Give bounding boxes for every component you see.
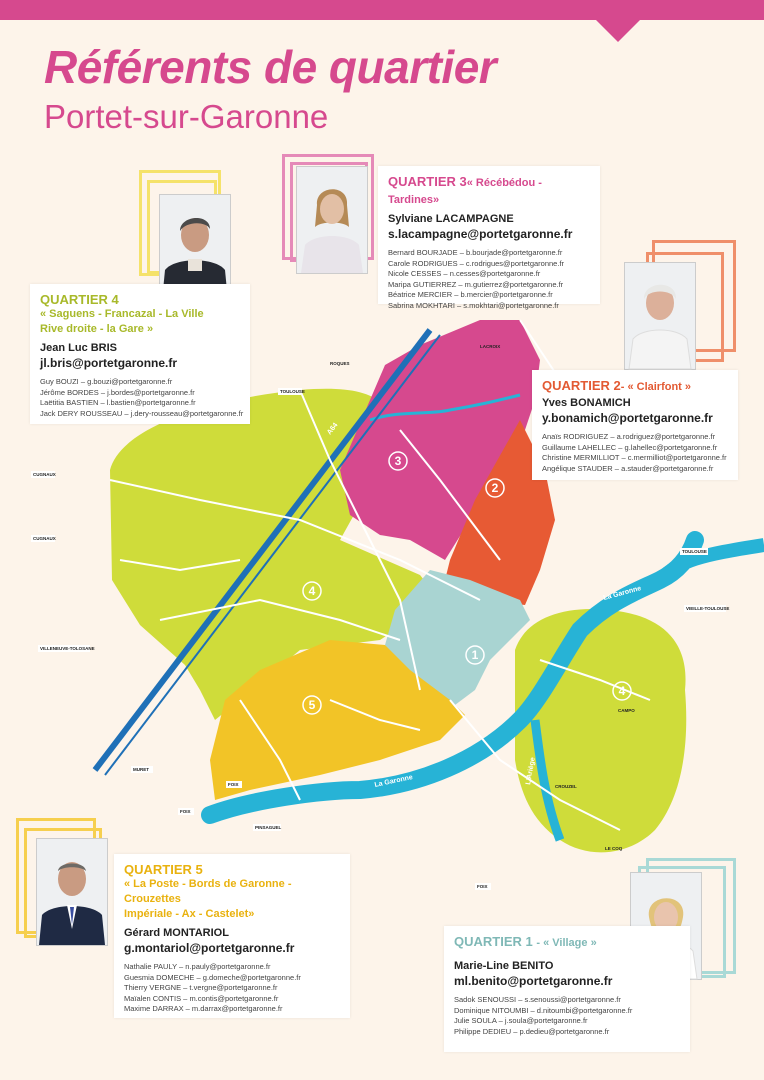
zone-5-number: 5 (308, 698, 316, 712)
q5-title: QUARTIER 5 (124, 862, 203, 877)
q5-referent-photo (36, 838, 108, 946)
q1-deputy: Sadok SENOUSSI – s.senoussi@portetgaronne.fr (454, 995, 621, 1004)
q4-deputy: Jérôme BORDES – j.bordes@portetgaronne.fr (40, 387, 195, 397)
q3-referent-email[interactable]: s.lacampagne@portetgaronne.fr (388, 227, 573, 241)
q4-referent-email[interactable]: jl.bris@portetgaronne.fr (40, 356, 178, 370)
place-label-villeneuve: VILLENEUVE-TOLOSANE (40, 646, 95, 651)
q2-referent-name: Yves BONAMICH (542, 397, 631, 409)
place-label-muret: MURET (133, 767, 149, 772)
place-label-le-coq: LE COQ (605, 846, 623, 851)
q3-subtitle: « Récébédou - Tardines» (388, 177, 542, 206)
q4-referent-name: Jean Luc BRIS (40, 342, 118, 354)
place-label-toulouse-east: TOULOUSE (682, 549, 707, 554)
q1-title: QUARTIER 1 (454, 934, 533, 949)
q1-referent-name: Marie-Line BENITO (454, 960, 554, 972)
place-label-pinsaguel: PINSAGUEL (255, 825, 282, 830)
q3-deputy: Béatrice MERCIER – b.mercier@portetgaronne.fr (388, 290, 553, 299)
river-label-garonne-south: La Garonne (373, 774, 414, 789)
q2-referent-email[interactable]: y.bonamich@portetgaronne.fr (542, 411, 713, 425)
q2-info-card (532, 370, 738, 480)
zone-1-number: 1 (471, 648, 479, 662)
q4-deputy: Laëtitia BASTIEN – l.bastien@portetgaronne.fr (40, 398, 196, 407)
q3-title-line (388, 174, 590, 208)
q3-deputy: Maripa GUTIERREZ – m.gutierrez@portetgaronne.fr (388, 279, 564, 289)
q5-deputy: Maïalen CONTIS – m.contis@portetgaronne.fr (124, 993, 279, 1003)
q4-info-card (30, 284, 250, 424)
q5-referent-name: Gérard MONTARIOL (124, 927, 229, 939)
q3-deputy: Sabrina MOKHTARI – s.mokhtari@portetgaronne.fr (388, 300, 559, 310)
top-banner-notch (596, 20, 640, 42)
q4-deputy: Guy BOUZI – g.bouzi@portetgaronne.fr (40, 377, 173, 386)
page-title: Référents de quartier (44, 41, 497, 93)
q2-deputy: Anaïs RODRIGUEZ – a.rodriguez@portetgaronne.fr (542, 432, 716, 441)
q3-title: QUARTIER 3 (388, 174, 467, 189)
place-label-lacroix: LACROIX (480, 344, 501, 349)
q3-deputy: Nicole CESSES – n.cesses@portetgaronne.fr (388, 269, 541, 278)
q2-person-icon (625, 263, 695, 369)
q1-title-line (454, 934, 680, 951)
place-label-foix-2: FOIX (228, 782, 239, 787)
q2-deputy: Guillaume LAHELLEC – g.lahellec@portetgaronne.fr (542, 442, 718, 452)
q2-deputies (542, 432, 728, 474)
q3-referent-photo (296, 166, 368, 274)
place-label-cugnaux-2: CUGNAUX (33, 536, 56, 541)
place-label-foix-3: FOIX (477, 884, 488, 889)
q5-referent-email[interactable]: g.montariol@portetgaronne.fr (124, 941, 295, 955)
q1-referent-email[interactable]: ml.benito@portetgaronne.fr (454, 974, 613, 988)
q1-deputy: Julie SOULA – j.soula@portetgaronne.fr (454, 1016, 588, 1025)
q1-deputy: Dominique NITOUMBI – d.nitoumbi@portetgaronne.fr (454, 1005, 633, 1015)
q1-subtitle: - « Village » (536, 937, 597, 949)
top-banner (0, 0, 764, 20)
place-label-vieille-toulouse: VIEILLE-TOULOUSE (686, 606, 730, 611)
q5-deputies (124, 962, 340, 1015)
q5-deputy: Maxime DARRAX – m.darrax@portetgaronne.fr (124, 1004, 283, 1013)
q3-referent-name: Sylviane LACAMPAGNE (388, 213, 514, 225)
river-label-ariege: L'Ariège (525, 756, 537, 786)
q1-deputies (454, 995, 680, 1037)
q5-subtitle-2: Impériale - Ax - Castelet» (124, 908, 255, 920)
q4-title: QUARTIER 4 (40, 292, 119, 307)
zone-4-west-number: 4 (308, 584, 316, 598)
page-subtitle: Portet-sur-Garonne (44, 98, 329, 135)
q2-deputy: Angélique STAUDER – a.stauder@portetgaronne.fr (542, 463, 714, 473)
river-garonne-north (660, 545, 764, 580)
place-label-foix-1: FOIX (180, 809, 191, 814)
q5-subtitle-1: « La Poste - Bords de Garonne - Crouzettes (124, 878, 292, 905)
q2-deputy: Christine MERMILLIOT – c.mermilliot@portetgaronne.fr (542, 453, 727, 462)
place-label-cugnaux-1: CUGNAUX (33, 472, 56, 477)
place-label-roques: ROQUES (330, 361, 350, 366)
road-label-a64: A64 (326, 421, 340, 437)
q3-deputy: Bernard BOURJADE – b.bourjade@portetgaronne.fr (388, 248, 563, 257)
q2-title: QUARTIER 2 (542, 378, 621, 393)
river-label-garonne-east: La Garonne (602, 585, 643, 602)
q3-info-card (378, 166, 600, 310)
q5-deputy: Guesmia DOMECHE – g.domeche@portetgaronne.fr (124, 972, 301, 982)
place-label-campo: CAMPO (618, 708, 635, 713)
q4-subtitle-2: Rive droite - la Gare » (40, 323, 154, 335)
q3-person-icon (297, 167, 367, 273)
zone-2-number: 2 (491, 481, 499, 495)
zone-4-east-number: 4 (618, 684, 626, 698)
q5-info-card (114, 854, 350, 1018)
zone-3-number: 3 (394, 454, 402, 468)
q2-subtitle: - « Clairfont » (620, 381, 692, 393)
q2-title-line (542, 378, 728, 395)
q3-deputy: Carole RODRIGUES – c.rodrigues@portetgaronne.fr (388, 258, 565, 268)
q4-deputies (40, 377, 244, 419)
q5-deputy: Thierry VERGNE – t.vergne@portetgaronne.fr (124, 983, 278, 992)
q4-subtitle-1: « Saguens - Francazal - La Ville (40, 308, 204, 320)
q1-deputy: Philippe DEDIEU – p.dedieu@portetgaronne.fr (454, 1026, 610, 1036)
q4-deputy: Jack DERY ROUSSEAU – j.dery-rousseau@portetgaronne.fr (40, 408, 244, 418)
q5-person-icon (37, 839, 107, 945)
place-label-crouzel: CROUZEL (555, 784, 577, 789)
q1-info-card (444, 926, 690, 1052)
q5-deputy: Nathalie PAULY – n.pauly@portetgaronne.fr (124, 962, 271, 971)
q3-deputies (388, 248, 590, 311)
q2-referent-photo (624, 262, 696, 370)
place-label-toulouse-north: TOULOUSE (280, 389, 305, 394)
